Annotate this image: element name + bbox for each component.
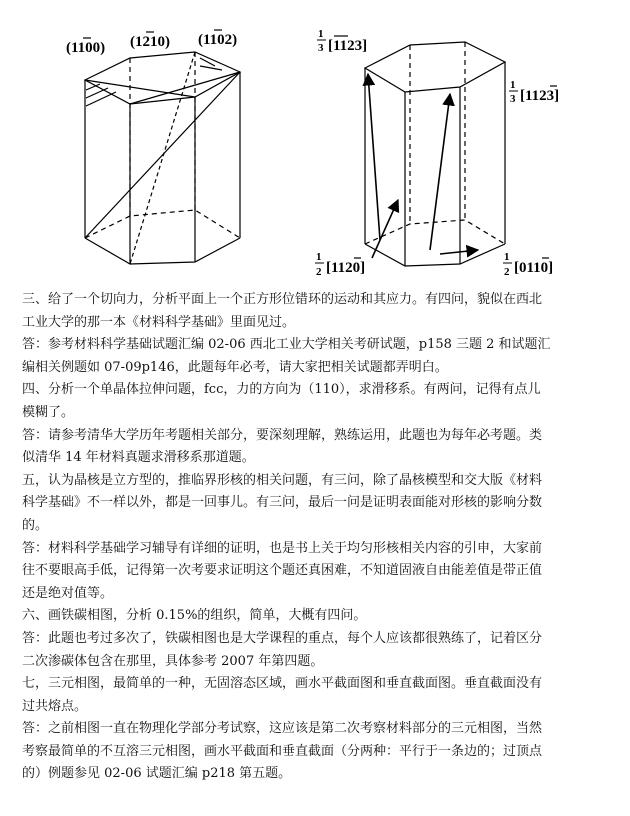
fraction-bottom-right-denominator: 2 xyxy=(504,266,510,278)
text-line: 六、画铁碳相图，分析 0.15%的组织，简单，大概有四问。 xyxy=(22,608,367,624)
fraction-top-left: 1 xyxy=(318,28,324,40)
text-line: 答：请参考清华大学历年考题相关部分，要深刻理解，熟练运用，此题也为每年必考题。类 xyxy=(22,427,543,443)
plane-label-1102: (1102) xyxy=(198,32,238,48)
plane-label-1210: (1210) xyxy=(130,34,170,50)
fraction-top-left-denominator: 3 xyxy=(318,42,324,54)
text-line: 答：此题也考过多次了，铁碳相图也是大学课程的重点，每个人应该都很熟练了，记着区分 xyxy=(22,630,543,646)
fraction-right-denominator: 3 xyxy=(510,93,516,105)
burgers-vector-arrows xyxy=(368,74,478,258)
right-hex-prism-diagram xyxy=(365,42,505,266)
text-line: 答：参考材料科学基础试题汇编 02-06 西北工业大学相关考研试题，p158 三题 2 和试题汇 xyxy=(22,337,551,353)
text-line: 过共熔点。 xyxy=(22,698,88,714)
text-line: 工业大学的那一本《材料科学基础》里面见过。 xyxy=(22,314,296,330)
text-line: 还是绝对值等。 xyxy=(22,585,114,601)
fraction-bottom-left: 1 xyxy=(316,251,322,263)
text-line: 二次渗碳体包含在那里，具体参考 2007 年第四题。 xyxy=(22,653,324,669)
fraction-right: 1 xyxy=(510,79,516,91)
text-line: 似清华 14 年材料真题求滑移系那道题。 xyxy=(22,450,255,466)
fraction-bottom-right: 1 xyxy=(504,251,510,263)
crystal-figure xyxy=(0,0,630,290)
left-hex-prism-diagram xyxy=(85,52,240,264)
text-line: 七，三元相图，最简单的一种，无固溶态区域，画水平截面图和垂直截面图。垂直截面没有 xyxy=(22,676,543,692)
text-line: 的。 xyxy=(22,517,49,533)
text-line: 考察最简单的不互溶三元相图，画水平截面和垂直截面（分两种：平行于一条边的；过顶点 xyxy=(22,743,543,759)
text-line: 五，认为晶核是立方型的，推临界形核的相关问题，有三问，除了晶核模型和交大版《材料 xyxy=(22,472,543,488)
text-line: 的）例题参见 02-06 试题汇编 p218 第五题。 xyxy=(22,766,292,782)
vector-label-top-left: [1123] xyxy=(328,38,368,54)
text-line: 答：之前相图一直在物理化学部分考试察，这应该是第二次考察材料部分的三元相图，当然 xyxy=(22,721,543,737)
text-line: 编相关例题如 07-09p146，此题每年必考，请大家把相关试题都弄明白。 xyxy=(22,359,448,375)
text-line: 往不要眼高手低，记得第一次考要求证明这个题还真困难，不知道固液自由能差值是带正值 xyxy=(22,563,543,579)
vector-label-right: [1123] xyxy=(520,88,560,104)
text-line: 科学基础》不一样以外，都是一回事儿。有三问，最后一问是证明表面能对形核的影响分数 xyxy=(22,495,543,511)
plane-label-1100: (1100) xyxy=(66,40,106,56)
text-line: 模糊了。 xyxy=(22,404,75,420)
text-line: 四、分析一个单晶体拉伸问题，fcc，力的方向为（110），求滑移系。有两问，记得有点儿 xyxy=(22,382,541,398)
text-line: 答：材料科学基础学习辅导有详细的证明，也是书上关于均匀形核相关内容的引申，大家前 xyxy=(22,540,543,556)
fraction-bottom-left-denominator: 2 xyxy=(316,266,322,278)
text-line: 三、给了一个切向力，分析平面上一个正方形位错环的运动和其应力。有四问，貌似在西北 xyxy=(22,292,543,307)
vector-label-bottom-left: [1120] xyxy=(326,260,366,276)
vector-label-bottom-right: [0110] xyxy=(514,260,554,276)
document-body xyxy=(22,289,614,786)
